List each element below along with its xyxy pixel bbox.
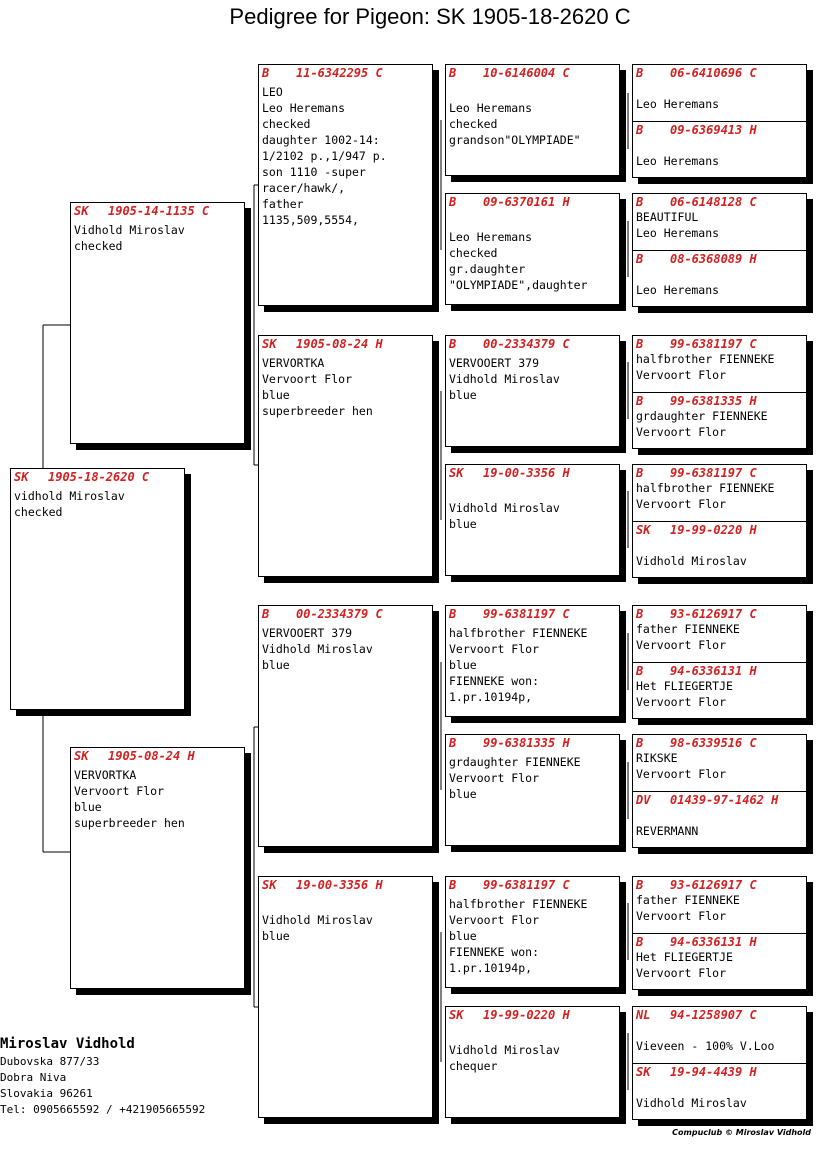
pigeon-detail-line: blue (262, 929, 290, 943)
pigeon-ring-header (449, 736, 616, 750)
pigeon-country-code: SK (74, 204, 89, 218)
pigeon-detail-line: Leo Heremans (636, 154, 720, 168)
pigeon-ring-header (636, 466, 803, 480)
pigeon-detail-line: vidhold Miroslav (14, 489, 125, 503)
pigeon-country-code: SK (636, 1065, 651, 1079)
pigeon-ring-number: 00-2334379 C (296, 607, 383, 621)
pigeon-ring-number: 19-94-4439 H (670, 1065, 757, 1079)
pigeon-country-code: B (636, 195, 644, 209)
pigeon-ring-number: 94-1258907 C (670, 1008, 757, 1022)
pigeon-detail-line: REVERMANN (636, 824, 699, 838)
pigeon-card (445, 605, 620, 717)
pigeon-ring-number: 99-6381335 H (483, 736, 570, 750)
pigeon-detail-line: grandson"OLYMPIADE" (449, 133, 581, 147)
pigeon-ring-number: 06-6410696 C (670, 66, 757, 80)
pigeon-detail-line: Vidhold Miroslav (636, 1096, 747, 1110)
pigeon-ring-header (449, 466, 616, 480)
pigeon-card (632, 121, 807, 178)
pigeon-card (632, 662, 807, 719)
pigeon-details (636, 621, 803, 653)
pigeon-ring-number: 11-6342295 C (296, 66, 383, 80)
pigeon-country-code: B (636, 466, 644, 480)
pigeon-detail-line: Vervoort Flor (636, 767, 727, 781)
pigeon-ring-header (636, 664, 803, 678)
pigeon-detail-line: halfbrother FIENNEKE (449, 897, 588, 911)
pigeon-detail-line: halfbrother FIENNEKE (636, 352, 775, 366)
pigeon-detail-line: checked (262, 117, 311, 131)
pigeon-country-code: B (449, 337, 457, 351)
pigeon-ring-header (262, 337, 429, 351)
pigeon-ring-number: 10-6146004 C (483, 66, 570, 80)
pigeon-details (636, 892, 803, 924)
pigeon-details (262, 625, 429, 673)
pigeon-details (449, 896, 616, 976)
pigeon-detail-line: blue (449, 388, 477, 402)
pigeon-country-code: B (449, 607, 457, 621)
pigeon-ring-header (14, 470, 181, 484)
pigeon-details (636, 209, 803, 241)
pigeon-card (632, 734, 807, 792)
software-credit: Compuclub © Miroslav Vidhold (672, 1128, 811, 1137)
pigeon-ring-number: 98-6339516 C (670, 736, 757, 750)
pigeon-country-code: NL (636, 1008, 651, 1022)
pigeon-card (632, 392, 807, 449)
pigeon-ring-number: 99-6381197 C (670, 466, 757, 480)
pigeon-ring-number: 01439-97-1462 H (670, 793, 779, 807)
pigeon-card (445, 464, 620, 576)
pigeon-details (636, 678, 803, 710)
pigeon-ring-header (449, 1008, 616, 1022)
owner-address-line: Slovakia 96261 (0, 1087, 93, 1100)
pigeon-details (636, 137, 803, 169)
pigeon-detail-line (636, 1079, 803, 1095)
pigeon-detail-line: gr.daughter (449, 262, 526, 276)
pigeon-details (636, 750, 803, 782)
pigeon-detail-line (636, 266, 803, 282)
pigeon-country-code: B (449, 878, 457, 892)
pigeon-card (632, 250, 807, 307)
pigeon-details (636, 408, 803, 440)
pigeon-ring-header (636, 337, 803, 351)
pigeon-detail-line: Vervoort Flor (449, 771, 540, 785)
pigeon-details (449, 213, 616, 293)
pigeon-details (449, 1026, 616, 1074)
pigeon-detail-line: Vervoort Flor (636, 966, 727, 980)
pigeon-details (262, 84, 429, 228)
pigeon-detail-line: VERVOOERT 379 (262, 626, 353, 640)
pigeon-ring-header (262, 878, 429, 892)
pigeon-ring-header (262, 607, 429, 621)
pigeon-detail-line: superbreeder hen (74, 816, 185, 830)
pigeon-detail-line (449, 1026, 616, 1042)
pigeon-country-code: B (636, 664, 644, 678)
pigeon-ring-header (636, 935, 803, 949)
pigeon-details (262, 896, 429, 944)
pigeon-detail-line: LEO (262, 85, 283, 99)
pigeon-detail-line: blue (449, 658, 477, 672)
pigeon-detail-line: Vervoort Flor (636, 368, 727, 382)
pigeon-detail-line: Vidhold Miroslav (449, 501, 560, 515)
pigeon-ring-number: 19-00-3356 H (296, 878, 383, 892)
pigeon-details (262, 355, 429, 419)
pigeon-ring-number: 99-6381197 C (483, 607, 570, 621)
pigeon-card (445, 876, 620, 988)
pigeon-card (632, 791, 807, 848)
pigeon-details (636, 1079, 803, 1111)
pigeon-detail-line: Vervoort Flor (636, 497, 727, 511)
pigeon-ring-header (636, 1065, 803, 1079)
pigeon-card (445, 335, 620, 447)
pigeon-ring-header (636, 252, 803, 266)
pigeon-detail-line: blue (449, 517, 477, 531)
pigeon-ring-number: 19-99-0220 H (483, 1008, 570, 1022)
pigeon-detail-line (636, 80, 803, 96)
pigeon-ring-header (449, 607, 616, 621)
pigeon-ring-header (636, 1008, 803, 1022)
pigeon-detail-line: Vidhold Miroslav (449, 372, 560, 386)
pigeon-detail-line: 1.pr.10194p, (449, 961, 533, 975)
pigeon-card (258, 605, 433, 847)
pigeon-country-code: B (636, 394, 644, 408)
pigeon-country-code: B (636, 337, 644, 351)
pigeon-country-code: B (636, 935, 644, 949)
pigeon-card (445, 734, 620, 846)
pigeon-details (449, 754, 616, 802)
pigeon-detail-line: halfbrother FIENNEKE (449, 626, 588, 640)
pigeon-detail-line: Leo Heremans (449, 230, 533, 244)
pigeon-card (258, 335, 433, 577)
pigeon-details (636, 1022, 803, 1054)
pigeon-detail-line: Vervoort Flor (636, 425, 727, 439)
owner-phone: Tel: 0905665592 / +421905665592 (0, 1103, 206, 1116)
pigeon-detail-line: VERVORTKA (262, 356, 325, 370)
pigeon-country-code: SK (14, 470, 29, 484)
pigeon-country-code: SK (74, 749, 89, 763)
pigeon-detail-line: FIENNEKE won: (449, 945, 540, 959)
pigeon-card (632, 1006, 807, 1064)
pigeon-ring-number: 1905-18-2620 C (48, 470, 150, 484)
pigeon-detail-line: 1/2102 p.,1/947 p. (262, 149, 387, 163)
pigeon-country-code: SK (636, 523, 651, 537)
pigeon-card (70, 747, 245, 989)
pigeon-details (636, 80, 803, 112)
pigeon-detail-line (262, 896, 429, 912)
pigeon-details (636, 480, 803, 512)
pigeon-card (632, 521, 807, 578)
pigeon-detail-line: 1.pr.10194p, (449, 690, 533, 704)
pigeon-ring-header (636, 607, 803, 621)
pigeon-card (632, 193, 807, 251)
pigeon-ring-number: 94-6336131 H (670, 935, 757, 949)
pigeon-detail-line: Vidhold Miroslav (262, 642, 373, 656)
pigeon-card (445, 1006, 620, 1118)
pigeon-detail-line: chequer (449, 1059, 498, 1073)
pigeon-card (632, 335, 807, 393)
pigeon-detail-line: Vervoort Flor (262, 372, 353, 386)
pigeon-detail-line: VERVOOERT 379 (449, 356, 540, 370)
pigeon-card (445, 64, 620, 176)
pigeon-country-code: SK (262, 878, 277, 892)
pigeon-detail-line: Vidhold Miroslav (262, 913, 373, 927)
pigeon-detail-line: checked (449, 246, 498, 260)
pigeon-ring-header (636, 793, 803, 807)
pigeon-detail-line: Leo Heremans (636, 97, 720, 111)
pigeon-details (636, 351, 803, 383)
pigeon-card (258, 64, 433, 306)
pigeon-detail-line: Het FLIEGERTJE (636, 950, 733, 964)
pigeon-ring-number: 1905-08-24 H (296, 337, 383, 351)
pigeon-detail-line: blue (262, 658, 290, 672)
pigeon-details (74, 767, 241, 831)
pigeon-country-code: B (262, 607, 270, 621)
pigeon-ring-number: 09-6369413 H (670, 123, 757, 137)
pigeon-details (74, 222, 241, 254)
pigeon-detail-line: Vidhold Miroslav (636, 554, 747, 568)
pigeon-details (636, 807, 803, 839)
pigeon-ring-number: 09-6370161 H (483, 195, 570, 209)
pigeon-country-code: B (636, 736, 644, 750)
pigeon-detail-line: Leo Heremans (636, 283, 720, 297)
pigeon-country-code: B (636, 607, 644, 621)
pigeon-ring-number: 19-00-3356 H (483, 466, 570, 480)
pigeon-ring-header (449, 878, 616, 892)
pigeon-detail-line: checked (449, 117, 498, 131)
pigeon-detail-line: FIENNEKE won: (449, 674, 540, 688)
pigeon-detail-line: blue (262, 388, 290, 402)
pigeon-ring-number: 93-6126917 C (670, 878, 757, 892)
pigeon-detail-line: 1135,509,5554, (262, 213, 359, 227)
pigeon-country-code: B (636, 123, 644, 137)
pigeon-detail-line: father (262, 197, 304, 211)
owner-info (0, 1034, 205, 1118)
pigeon-country-code: SK (449, 1008, 464, 1022)
pigeon-country-code: DV (636, 793, 651, 807)
pigeon-detail-line: grdaughter FIENNEKE (449, 755, 581, 769)
owner-address-line: Dubovska 877/33 (0, 1055, 100, 1068)
pigeon-ring-number: 1905-08-24 H (108, 749, 195, 763)
pigeon-ring-number: 00-2334379 C (483, 337, 570, 351)
pigeon-ring-header (636, 878, 803, 892)
pigeon-detail-line: halfbrother FIENNEKE (636, 481, 775, 495)
pigeon-detail-line: checked (74, 239, 123, 253)
pigeon-card (445, 193, 620, 305)
pigeon-country-code: B (262, 66, 270, 80)
pigeon-detail-line: son 1110 -super (262, 165, 366, 179)
pigeon-card (632, 933, 807, 990)
pigeon-detail-line: racer/hawk/, (262, 181, 346, 195)
pigeon-card (632, 64, 807, 122)
pigeon-detail-line: Het FLIEGERTJE (636, 679, 733, 693)
pigeon-ring-header (636, 195, 803, 209)
pigeon-detail-line: checked (14, 505, 63, 519)
pigeon-detail-line: Vervoort Flor (636, 638, 727, 652)
pigeon-ring-header (74, 749, 241, 763)
pigeon-country-code: B (636, 66, 644, 80)
pigeon-details (14, 488, 181, 520)
pigeon-card (70, 202, 245, 444)
pigeon-ring-number: 99-6381335 H (670, 394, 757, 408)
pigeon-country-code: B (636, 252, 644, 266)
pigeon-details (636, 949, 803, 981)
pigeon-detail-line: BEAUTIFUL (636, 210, 699, 224)
pigeon-detail-line: blue (449, 929, 477, 943)
pigeon-country-code: B (449, 66, 457, 80)
pigeon-detail-line: RIKSKE (636, 751, 678, 765)
pigeon-detail-line: Vervoort Flor (636, 909, 727, 923)
pigeon-country-code: B (449, 736, 457, 750)
pigeon-country-code: B (449, 195, 457, 209)
pigeon-details (449, 625, 616, 705)
pigeon-card (258, 876, 433, 1118)
pigeon-detail-line (636, 137, 803, 153)
pigeon-detail-line: daughter 1002-14: (262, 133, 380, 147)
pigeon-ring-header (449, 66, 616, 80)
pigeon-card (632, 1063, 807, 1120)
pigeon-ring-header (636, 66, 803, 80)
pigeon-ring-number: 08-6368089 H (670, 252, 757, 266)
pigeon-detail-line: Leo Heremans (262, 101, 346, 115)
pigeon-detail-line: Vieveen - 100% V.Loo (636, 1039, 775, 1053)
owner-address-line: Dobra Niva (0, 1071, 67, 1084)
pigeon-details (636, 537, 803, 569)
page-title: Pedigree for Pigeon: SK 1905-18-2620 C (229, 4, 631, 29)
pigeon-detail-line: blue (74, 800, 102, 814)
pigeon-detail-line: Leo Heremans (449, 101, 533, 115)
pigeon-detail-line (449, 484, 616, 500)
pigeon-ring-header (636, 123, 803, 137)
pigeon-detail-line: Leo Heremans (636, 226, 720, 240)
pigeon-detail-line: VERVORTKA (74, 768, 137, 782)
pigeon-card (10, 468, 185, 710)
pigeon-ring-header (449, 195, 616, 209)
pigeon-ring-number: 94-6336131 H (670, 664, 757, 678)
pigeon-country-code: SK (449, 466, 464, 480)
pigeon-detail-line: Vidhold Miroslav (449, 1043, 560, 1057)
pigeon-ring-number: 93-6126917 C (670, 607, 757, 621)
pigeon-detail-line: father FIENNEKE (636, 893, 740, 907)
pigeon-detail-line: blue (449, 787, 477, 801)
pigeon-detail-line (449, 213, 616, 229)
pigeon-card (632, 605, 807, 663)
pigeon-ring-header (74, 204, 241, 218)
pigeon-detail-line (449, 84, 616, 100)
pigeon-details (636, 266, 803, 298)
pigeon-card (632, 464, 807, 522)
pigeon-ring-number: 99-6381197 C (483, 878, 570, 892)
pigeon-country-code: SK (262, 337, 277, 351)
pigeon-card (632, 876, 807, 934)
pigeon-detail-line: Vervoort Flor (449, 642, 540, 656)
pigeon-detail-line: superbreeder hen (262, 404, 373, 418)
pigeon-details (449, 355, 616, 403)
pigeon-ring-header (636, 736, 803, 750)
pigeon-detail-line: "OLYMPIADE",daughter (449, 278, 588, 292)
pigeon-detail-line: Vervoort Flor (636, 695, 727, 709)
pigeon-detail-line (636, 807, 803, 823)
pigeon-ring-number: 1905-14-1135 C (108, 204, 210, 218)
pigeon-detail-line: Vervoort Flor (74, 784, 165, 798)
pigeon-country-code: B (636, 878, 644, 892)
pigeon-detail-line (636, 1022, 803, 1038)
pigeon-details (449, 484, 616, 532)
pigeon-ring-header (636, 523, 803, 537)
pigeon-ring-number: 19-99-0220 H (670, 523, 757, 537)
pigeon-detail-line: Vervoort Flor (449, 913, 540, 927)
pigeon-ring-header (449, 337, 616, 351)
pigeon-ring-header (262, 66, 429, 80)
pigeon-detail-line: father FIENNEKE (636, 622, 740, 636)
pigeon-details (449, 84, 616, 148)
pigeon-ring-header (636, 394, 803, 408)
owner-name: Miroslav Vidhold (0, 1036, 135, 1052)
pigeon-ring-number: 06-6148128 C (670, 195, 757, 209)
pigeon-detail-line (636, 537, 803, 553)
pigeon-detail-line: grdaughter FIENNEKE (636, 409, 768, 423)
pigeon-ring-number: 99-6381197 C (670, 337, 757, 351)
pigeon-detail-line: Vidhold Miroslav (74, 223, 185, 237)
